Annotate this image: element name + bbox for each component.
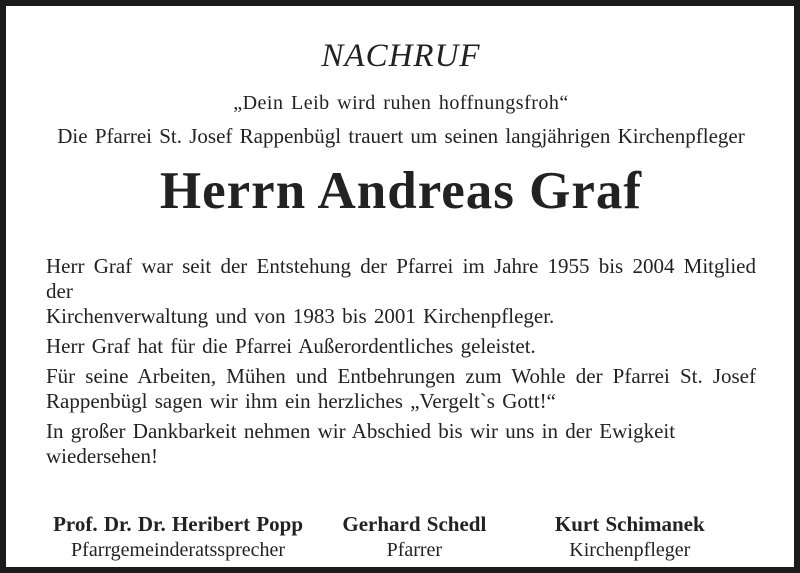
signatory-role: Pfarrgemeinderatssprecher — [71, 539, 286, 561]
signatory-name: Prof. Dr. Dr. Heribert Popp — [53, 512, 304, 536]
paragraph-line: wiedersehen! — [46, 444, 158, 468]
signatory-3 — [519, 511, 741, 563]
scripture-quote: „Dein Leib wird ruhen hoffnungsfroh“ — [233, 92, 569, 114]
paragraph-line: Herr Graf war seit der Entstehung der Pfarrei im Jahre 1955 bis 2004 Mitglied der — [46, 254, 756, 303]
intro-line: Die Pfarrei St. Josef Rappenbügl trauert um seinen langjährigen Kirchenpfleger — [57, 124, 745, 148]
signatory-role: Pfarrer — [386, 539, 443, 561]
signatures-row — [46, 511, 756, 563]
paragraph-line: Rappenbügl sagen wir ihm ein herzliches „Vergelt`s Gott!“ — [46, 389, 556, 413]
deceased-name: Herrn Andreas Graf — [159, 162, 643, 220]
paragraph-line: Kirchenverwaltung und von 1983 bis 2001 Kirchenpfleger. — [46, 304, 555, 328]
signatory-1 — [46, 511, 310, 563]
paragraph-service-years — [46, 254, 756, 329]
paragraph-achievements — [46, 334, 756, 359]
paragraph-line: Herr Graf hat für die Pfarrei Außerordentliches geleistet. — [46, 334, 536, 358]
signatory-2 — [310, 511, 519, 563]
paragraph-gratitude — [46, 364, 756, 414]
notice-title: NACHRUF — [321, 38, 481, 74]
notice-content — [6, 6, 794, 567]
paragraph-line: Für seine Arbeiten, Mühen und Entbehrungen zum Wohle der Pfarrei St. Josef — [46, 364, 756, 388]
paragraph-farewell — [46, 419, 756, 469]
body-text — [46, 254, 756, 469]
signatory-name: Kurt Schimanek — [554, 512, 705, 536]
signatory-name: Gerhard Schedl — [342, 512, 487, 536]
paragraph-line: In großer Dankbarkeit nehmen wir Abschied bis wir uns in der Ewigkeit — [46, 419, 676, 443]
signatory-role: Kirchenpfleger — [569, 539, 691, 561]
